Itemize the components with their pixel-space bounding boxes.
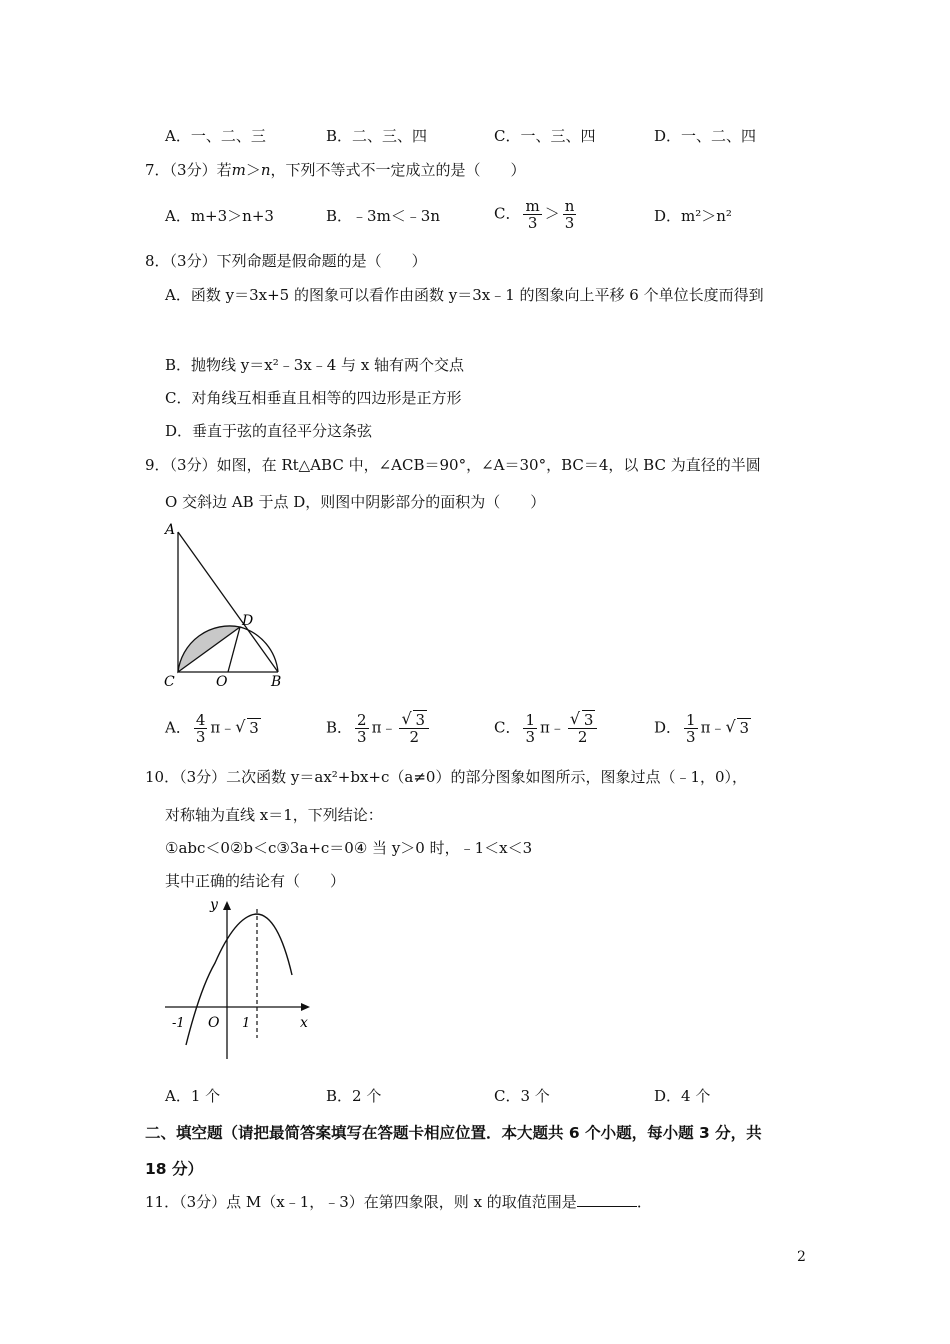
q7-option-b: B．﹣3m＜﹣3n bbox=[326, 207, 440, 225]
q10-option-b: B．2 个 bbox=[326, 1087, 382, 1105]
q9-option-a bbox=[165, 712, 261, 745]
q7-stem bbox=[145, 160, 526, 180]
q6-option-d: D．一、二、四 bbox=[654, 127, 757, 145]
q10-label-neg1: -1 bbox=[172, 1016, 185, 1031]
q9-d-mid: π﹣ bbox=[700, 718, 726, 737]
q7-option-d: D．m²＞n² bbox=[654, 207, 732, 225]
q9-stem-line2: O 交斜边 AB 于点 D，则图中阴影部分的面积为（ ） bbox=[165, 493, 546, 511]
q11-answer-blank bbox=[577, 1192, 637, 1207]
q7-gt: ＞ bbox=[245, 161, 261, 179]
q9-c-rad-den: 2 bbox=[577, 728, 588, 746]
q6-option-c: C．一、三、四 bbox=[494, 127, 596, 145]
q9-option-d bbox=[654, 712, 751, 745]
q9-label-a: A bbox=[165, 522, 176, 538]
q9-d-sqrt bbox=[725, 718, 751, 738]
q7-var-n: n bbox=[260, 161, 271, 179]
q6-option-b: B．二、三、四 bbox=[326, 127, 428, 145]
q7-c-label: C． bbox=[494, 204, 521, 223]
q7-score: （3分）若 bbox=[169, 161, 232, 179]
q9-b-frac2 bbox=[399, 712, 429, 745]
q9-a-sqrt bbox=[235, 718, 261, 738]
q9-c-frac2 bbox=[568, 712, 598, 745]
q10-label-y: y bbox=[210, 897, 218, 913]
q7-stem-rest: ，下列不等式不一定成立的是（ ） bbox=[270, 161, 526, 179]
q9-c-label: C． bbox=[494, 718, 521, 737]
q7-c-op: ＞ bbox=[544, 204, 560, 223]
q7-c-frac1-num: m bbox=[525, 197, 540, 215]
q10-x-arrow bbox=[301, 1003, 310, 1011]
q10-option-c: C．3 个 bbox=[494, 1087, 550, 1105]
q7-option-c bbox=[494, 198, 579, 231]
q9-d-rad: 3 bbox=[739, 718, 749, 737]
q9-a-label: A． bbox=[165, 718, 191, 737]
q9-c-frac bbox=[523, 712, 537, 745]
q9-figure bbox=[155, 515, 295, 690]
q9-b-frac bbox=[355, 712, 369, 745]
q9-b-rad-den: 2 bbox=[409, 728, 419, 746]
q9-c-den: 3 bbox=[525, 728, 536, 746]
q9-b-den: 3 bbox=[357, 728, 367, 746]
q9-option-c bbox=[494, 712, 600, 745]
q10-option-d: D．4 个 bbox=[654, 1087, 711, 1105]
q9-b-sqrt bbox=[401, 712, 427, 728]
q9-d-den: 3 bbox=[686, 728, 696, 746]
q9-c-num: 1 bbox=[525, 711, 536, 729]
q9-stem-line1: 9．（3分）如图，在 Rt△ABC 中，∠ACB＝90°，∠A＝30°，BC＝4，以 BC 为直径的半圆 bbox=[145, 456, 761, 474]
q7-c-frac2 bbox=[563, 198, 577, 231]
q9-c-mid: π﹣ bbox=[540, 718, 565, 737]
q7-var-m: m bbox=[231, 161, 246, 179]
q8-option-d: D．垂直于弦的直径平分这条弦 bbox=[165, 422, 373, 440]
q10-label-1: 1 bbox=[242, 1016, 251, 1031]
q9-label-o: O bbox=[216, 674, 228, 690]
q9-label-b: B bbox=[271, 674, 282, 690]
q9-b-num: 2 bbox=[357, 711, 367, 729]
q9-c-sqrt bbox=[570, 712, 596, 728]
q6-option-a: A．一、二、三 bbox=[165, 127, 266, 145]
q9-a-num: 4 bbox=[195, 711, 206, 729]
q7-c-frac1-den: 3 bbox=[527, 214, 538, 232]
q7-option-a: A．m+3＞n+3 bbox=[165, 207, 274, 225]
q10-label-o: O bbox=[208, 1015, 220, 1031]
section2-heading-line1: 二、填空题（请把最简答案填写在答题卡相应位置．本大题共 6 个小题，每小题 3 分，共 bbox=[145, 1124, 762, 1142]
q11-end: ． bbox=[636, 1193, 652, 1211]
q9-d-num: 1 bbox=[686, 711, 696, 729]
q8-option-c: C．对角线互相垂直且相等的四边形是正方形 bbox=[165, 389, 462, 407]
q10-stem-line2: 对称轴为直线 x＝1，下列结论： bbox=[165, 806, 383, 824]
q9-d-frac bbox=[684, 712, 698, 745]
q9-a-rad: 3 bbox=[249, 718, 259, 737]
q10-stem-line1: 10．（3分）二次函数 y＝ax²+bx+c（a≠0）的部分图象如图所示，图象过点（﹣1，0）， bbox=[145, 768, 748, 786]
q9-c-rad: 3 bbox=[583, 711, 594, 729]
q9-a-den: 3 bbox=[195, 728, 206, 746]
section2-heading-line2: 18 分） bbox=[145, 1160, 203, 1178]
q8-option-b: B．抛物线 y＝x²﹣3x﹣4 与 x 轴有两个交点 bbox=[165, 356, 465, 374]
q9-label-c: C bbox=[164, 674, 175, 690]
q11-stem bbox=[145, 1192, 652, 1212]
q10-parabola bbox=[186, 914, 292, 1045]
q7-c-frac2-num: n bbox=[564, 197, 575, 215]
q10-y-arrow bbox=[223, 901, 231, 910]
q9-b-label: B． bbox=[326, 718, 353, 737]
q8-option-a: A．函数 y＝3x+5 的图象可以看作由函数 y＝3x﹣1 的图象向上平移 6 个单位长度而得到 bbox=[165, 286, 764, 304]
q8-stem: 8．（3分）下列命题是假命题的是（ ） bbox=[145, 252, 427, 270]
q9-a-mid: π﹣ bbox=[210, 718, 236, 737]
q10-figure bbox=[160, 893, 320, 1063]
q9-label-d: D bbox=[242, 613, 254, 629]
q10-label-x: x bbox=[300, 1015, 308, 1031]
q7-c-frac1 bbox=[523, 198, 541, 231]
q10-option-a: A．1 个 bbox=[165, 1087, 221, 1105]
q9-b-rad: 3 bbox=[415, 711, 425, 729]
page-number: 2 bbox=[797, 1249, 806, 1265]
q9-a-frac bbox=[194, 712, 208, 745]
q9-d-label: D． bbox=[654, 718, 682, 737]
q9-b-mid: π﹣ bbox=[371, 718, 397, 737]
q9-shaded-region bbox=[178, 626, 240, 672]
q7-number: 7． bbox=[145, 161, 170, 179]
q10-conclusions: ①abc＜0②b＜c③3a+c＝0④ 当 y＞0 时，﹣1＜x＜3 bbox=[165, 839, 533, 857]
q11-text: 11．（3分）点 M（x﹣1，﹣3）在第四象限，则 x 的取值范围是 bbox=[145, 1193, 577, 1211]
q9-semicircle-arc bbox=[240, 627, 278, 672]
q9-option-b bbox=[326, 712, 432, 745]
q10-question: 其中正确的结论有（ ） bbox=[165, 872, 346, 890]
q7-c-frac2-den: 3 bbox=[564, 214, 575, 232]
